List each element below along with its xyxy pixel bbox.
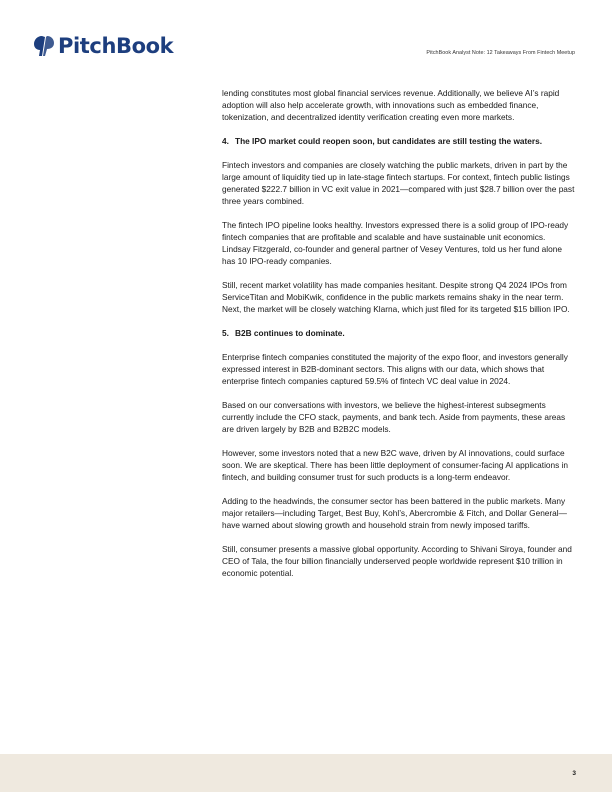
pitchbook-logo xyxy=(33,33,173,59)
article-body xyxy=(222,87,576,591)
paragraph: Adding to the headwinds, the consumer sector has been battered in the public markets. Many major retailers—including Target, Best Buy, Kohl’s, Abercrombie & Fitch, and Dollar General—have warned about slowing growth and household strain from newly imposed tariffs. xyxy=(222,496,567,530)
paragraph: lending constitutes most global financial services revenue. Additionally, we believe AI’s rapid adoption will also help accelerate growth, with innovations such as embedded finance, tokenization, and decentralized identity verification creating even more markets. xyxy=(222,88,560,122)
paragraph: Still, recent market volatility has made companies hesitant. Despite strong Q4 2024 IPOs from ServiceTitan and MobiKwik, confidence in the public markets remains shaky in the near term. Next, the market will be closely watching Klarna, which just filed for its targeted $15 billion IPO. xyxy=(222,280,570,314)
section-heading-4 xyxy=(222,135,576,147)
paragraph: However, some investors noted that a new B2C wave, driven by AI innovations, could surface soon. We are skeptical. There has been little deployment of consumer-facing AI applications in fintech, and building consumer trust for such products is a long-term endeavor. xyxy=(222,448,569,482)
paragraph: Fintech investors and companies are closely watching the public markets, driven in part by the large amount of liquidity tied up in late-stage fintech startups. For context, fintech public listings generated $222.7 billion in VC exit value in 2021—compared with just $28.7 billion over the past three years combined. xyxy=(222,160,575,206)
paragraph: Still, consumer presents a massive global opportunity. According to Shivani Siroya, founder and CEO of Tala, the four billion financially underserved people worldwide represent $10 trillion in economic potential. xyxy=(222,544,572,578)
paragraph: Enterprise fintech companies constituted the majority of the expo floor, and investors generally expressed interest in B2B-dominant sectors. This aligns with our data, which shows that enterprise fintech companies captured 59.5% of fintech VC deal value in 2024. xyxy=(222,352,568,386)
paragraph: Based on our conversations with investors, we believe the highest-interest subsegments currently include the CFO stack, payments, and bank tech. Aside from payments, these areas are driven largely by B2B and B2B2C models. xyxy=(222,400,566,434)
section-title: The IPO market could reopen soon, but candidates are still testing the waters. xyxy=(235,136,543,146)
section-number: 5. xyxy=(222,328,229,338)
page-number: 3 xyxy=(572,770,576,777)
paragraph: The fintech IPO pipeline looks healthy. Investors expressed there is a solid group of IPO-ready fintech companies that are profitable and scalable and have sustainable unit economics. Lindsay Fitzgerald, co-founder and general partner of Vesey Ventures, told us her fund alone has 10 IPO-ready companies. xyxy=(222,220,569,266)
pitchbook-leaf-icon xyxy=(33,34,55,58)
section-heading-5 xyxy=(222,327,576,339)
brand-name: PitchBook xyxy=(58,34,174,58)
section-title: B2B continues to dominate. xyxy=(235,328,345,338)
section-number: 4. xyxy=(222,136,229,146)
page-footer xyxy=(0,754,612,792)
document-header-note: PitchBook Analyst Note: 12 Takeaways From Fintech Meetup xyxy=(426,50,575,56)
